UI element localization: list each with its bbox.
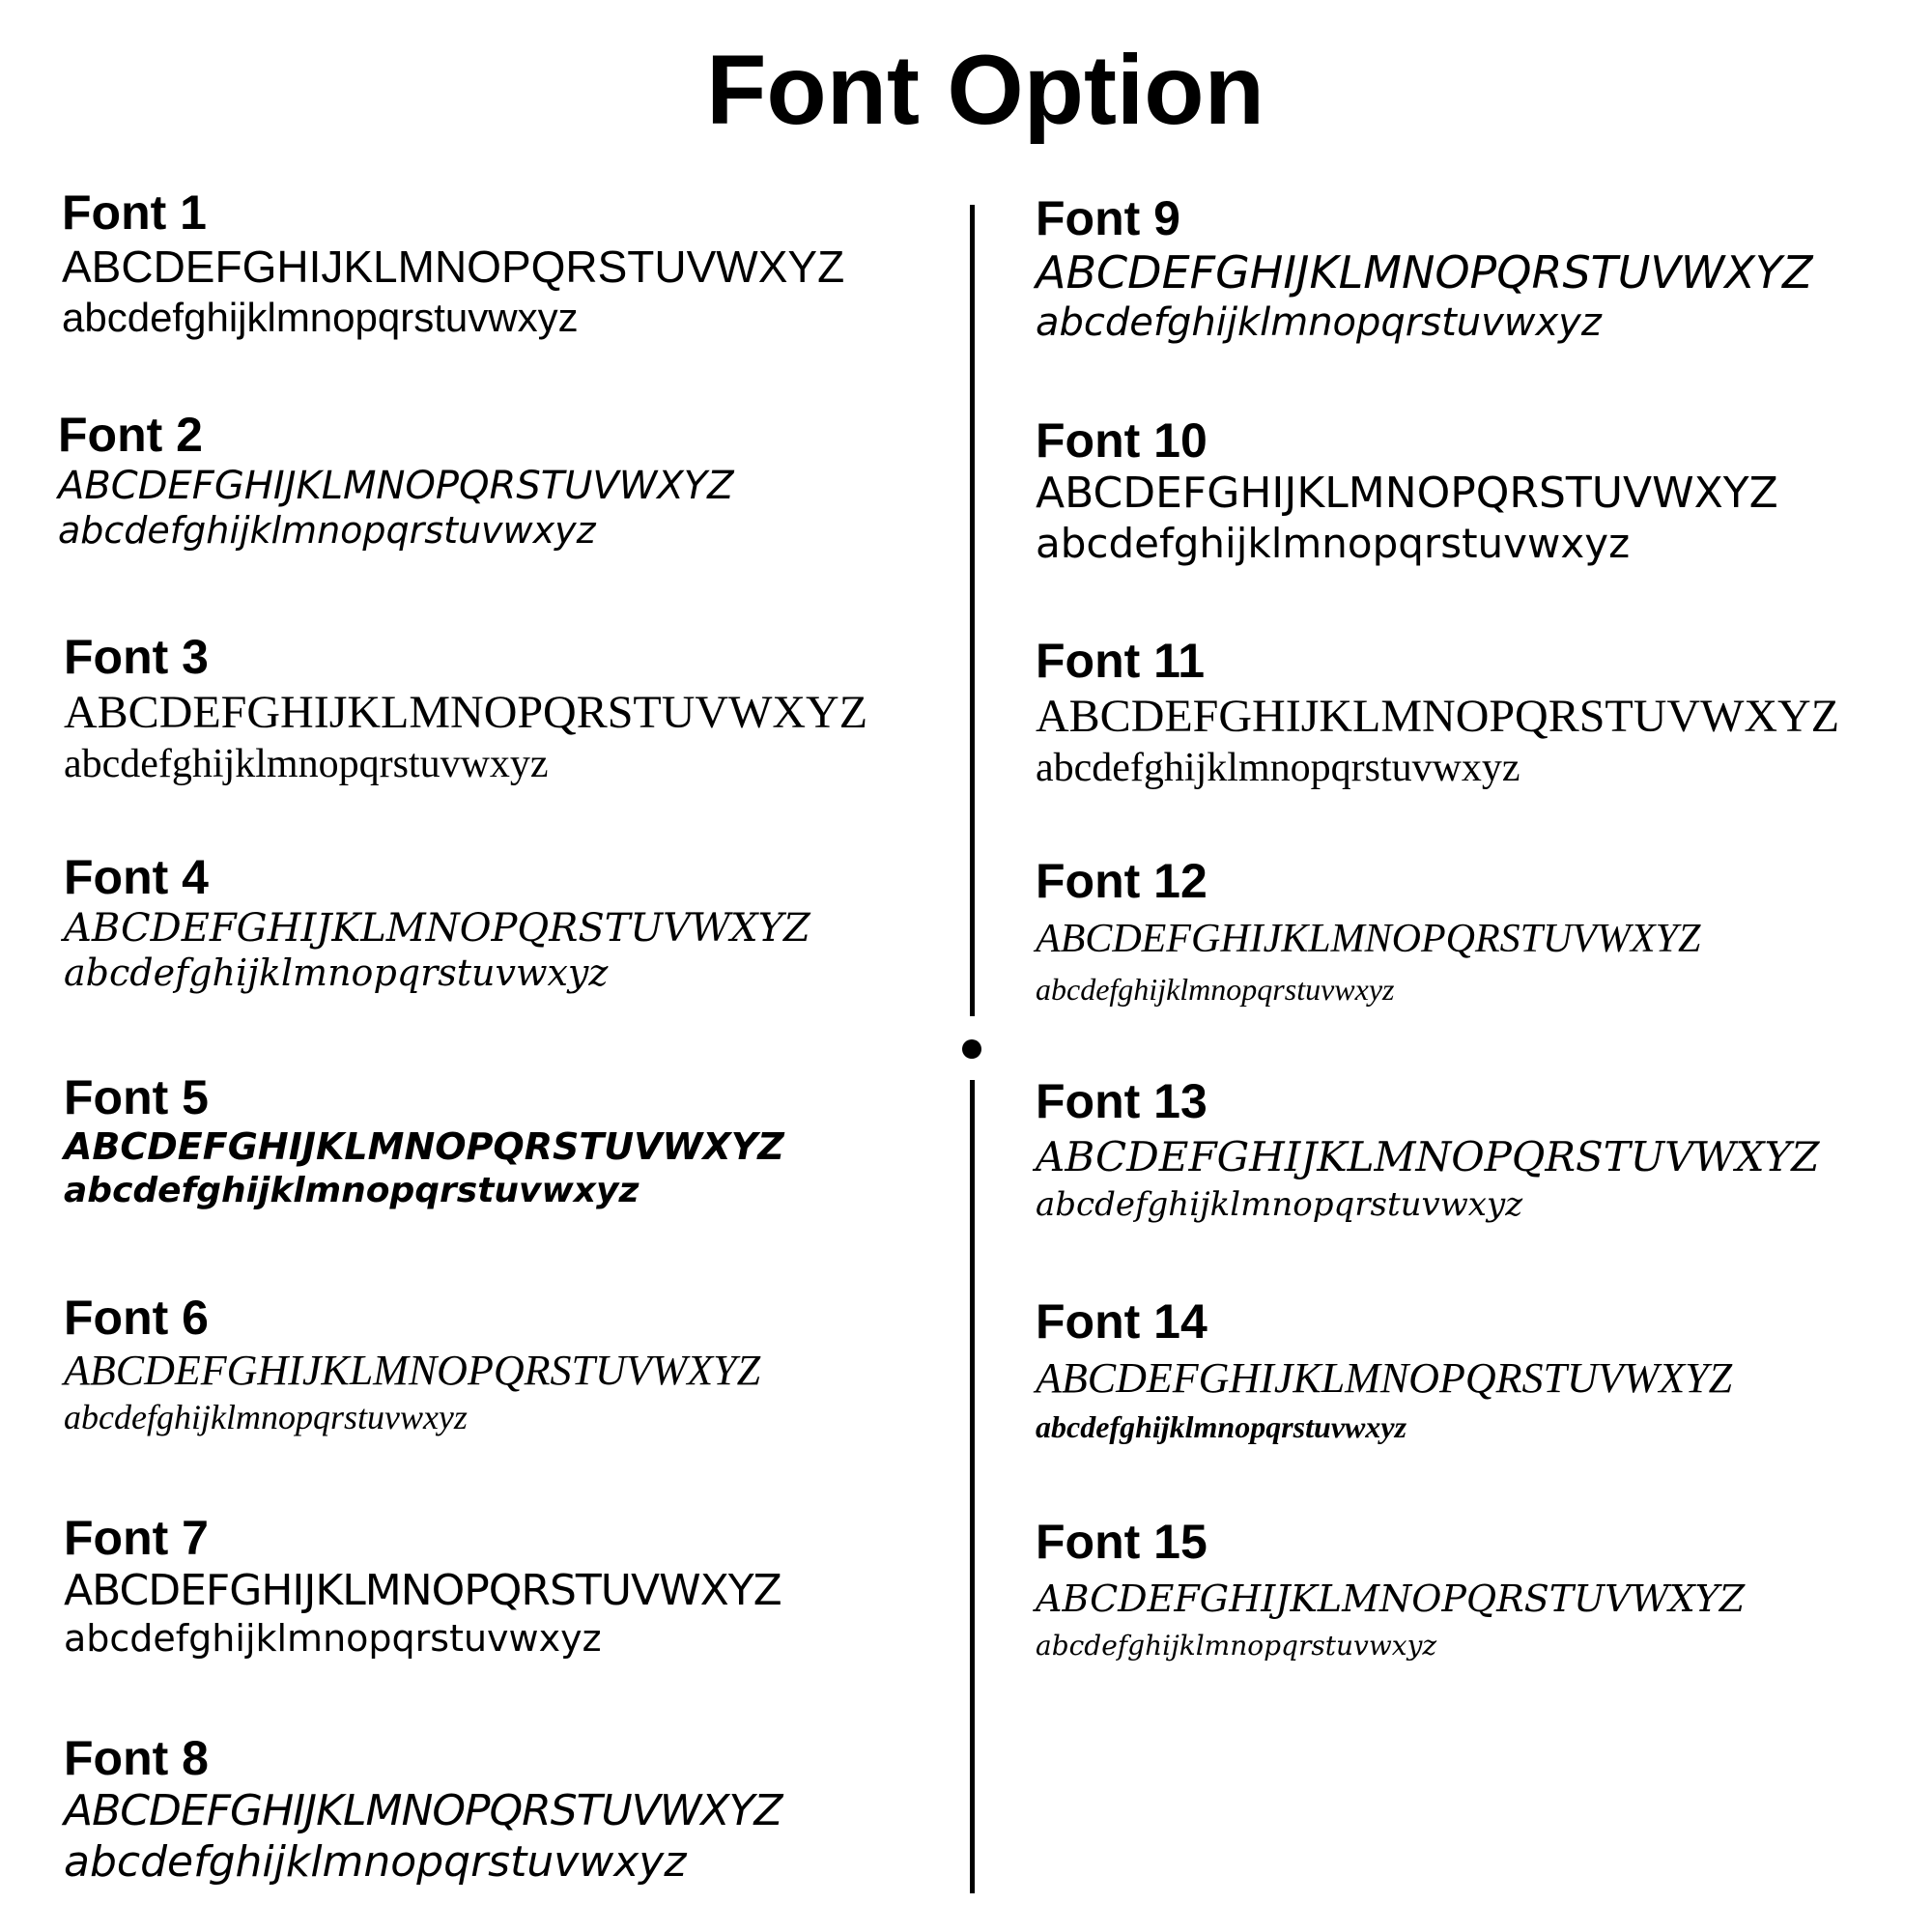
- lowercase-sample: abcdefghijklmnopqrstuvwxyz: [1036, 972, 1395, 1008]
- font-option-8[interactable]: [64, 1731, 952, 1887]
- font-option-2[interactable]: [58, 408, 947, 553]
- font-option-6[interactable]: [64, 1291, 952, 1437]
- lowercase-sample: abcdefghijklmnopqrstuvwxyz: [58, 509, 596, 552]
- font-option-12[interactable]: [1036, 854, 1924, 1008]
- lowercase-sample: abcdefghijklmnopqrstuvwxyz: [62, 294, 579, 340]
- font-option-15[interactable]: [1036, 1515, 1924, 1662]
- font-label: Font 5: [64, 1070, 209, 1124]
- font-option-1[interactable]: [62, 185, 951, 341]
- font-option-7[interactable]: [64, 1511, 952, 1660]
- lowercase-sample: abcdefghijklmnopqrstuvwxyz: [1036, 746, 1520, 791]
- lowercase-sample: abcdefghijklmnopqrstuvwxyz: [64, 742, 549, 787]
- font-option-9[interactable]: [1036, 191, 1924, 345]
- uppercase-sample: ABCDEFGHIJKLMNOPQRSTUVWXYZ: [1036, 917, 1701, 961]
- uppercase-sample: ABCDEFGHIJKLMNOPQRSTUVWXYZ: [1036, 469, 1778, 518]
- uppercase-sample: ABCDEFGHIJKLMNOPQRSTUVWXYZ: [58, 464, 734, 508]
- column-divider-dot: [962, 1039, 981, 1059]
- page-title: Font Option: [706, 35, 1264, 145]
- uppercase-sample: ABCDEFGHIJKLMNOPQRSTUVWXYZ: [64, 1125, 784, 1168]
- font-label: Font 13: [1036, 1074, 1208, 1128]
- font-option-3[interactable]: [64, 630, 952, 787]
- font-label: Font 11: [1036, 634, 1206, 688]
- lowercase-sample: abcdefghijklmnopqrstuvwxyz: [1036, 1408, 1407, 1444]
- uppercase-sample: ABCDEFGHIJKLMNOPQRSTUVWXYZ: [64, 1786, 782, 1835]
- lowercase-sample: abcdefghijklmnopqrstuvwxyz: [1036, 1185, 1523, 1225]
- font-label: Font 3: [64, 630, 209, 684]
- lowercase-sample: abcdefghijklmnopqrstuvwxyz: [1036, 1629, 1437, 1662]
- font-label: Font 7: [64, 1511, 209, 1565]
- uppercase-sample: ABCDEFGHIJKLMNOPQRSTUVWXYZ: [1036, 1577, 1746, 1620]
- column-divider-bottom: [970, 1080, 975, 1893]
- column-divider-top: [970, 205, 975, 1016]
- font-label: Font 10: [1036, 413, 1208, 468]
- uppercase-sample: ABCDEFGHIJKLMNOPQRSTUVWXYZ: [1036, 1133, 1820, 1180]
- uppercase-sample: ABCDEFGHIJKLMNOPQRSTUVWXYZ: [64, 687, 868, 738]
- font-option-14[interactable]: [1036, 1294, 1924, 1444]
- lowercase-sample: abcdefghijklmnopqrstuvwxyz: [64, 1170, 639, 1210]
- uppercase-sample: ABCDEFGHIJKLMNOPQRSTUVWXYZ: [1036, 691, 1840, 742]
- font-option-4[interactable]: [64, 850, 952, 995]
- font-label: Font 14: [1036, 1294, 1208, 1349]
- font-option-11[interactable]: [1036, 634, 1924, 791]
- font-label: Font 2: [58, 408, 203, 462]
- font-label: Font 12: [1036, 854, 1208, 908]
- uppercase-sample: ABCDEFGHIJKLMNOPQRSTUVWXYZ: [64, 1566, 781, 1615]
- font-label: Font 6: [64, 1291, 209, 1345]
- font-option-5[interactable]: [64, 1070, 952, 1210]
- lowercase-sample: abcdefghijklmnopqrstuvwxyz: [1036, 519, 1631, 567]
- lowercase-sample: abcdefghijklmnopqrstuvwxyz: [1036, 299, 1602, 345]
- font-label: Font 4: [64, 850, 209, 904]
- uppercase-sample: ABCDEFGHIJKLMNOPQRSTUVWXYZ: [64, 1347, 761, 1394]
- font-label: Font 1: [62, 185, 207, 240]
- font-label: Font 8: [64, 1731, 209, 1785]
- uppercase-sample: ABCDEFGHIJKLMNOPQRSTUVWXYZ: [1036, 1354, 1733, 1402]
- lowercase-sample: abcdefghijklmnopqrstuvwxyz: [64, 1397, 468, 1436]
- uppercase-sample: ABCDEFGHIJKLMNOPQRSTUVWXYZ: [62, 242, 845, 292]
- lowercase-sample: abcdefghijklmnopqrstuvwxyz: [64, 1616, 602, 1660]
- font-option-10[interactable]: [1036, 413, 1924, 567]
- font-label: Font 15: [1036, 1515, 1208, 1569]
- font-option-13[interactable]: [1036, 1074, 1924, 1224]
- lowercase-sample: abcdefghijklmnopqrstuvwxyz: [64, 952, 609, 994]
- lowercase-sample: abcdefghijklmnopqrstuvwxyz: [64, 1836, 687, 1887]
- font-label: Font 9: [1036, 191, 1180, 245]
- uppercase-sample: ABCDEFGHIJKLMNOPQRSTUVWXYZ: [1036, 246, 1813, 298]
- uppercase-sample: ABCDEFGHIJKLMNOPQRSTUVWXYZ: [64, 906, 810, 951]
